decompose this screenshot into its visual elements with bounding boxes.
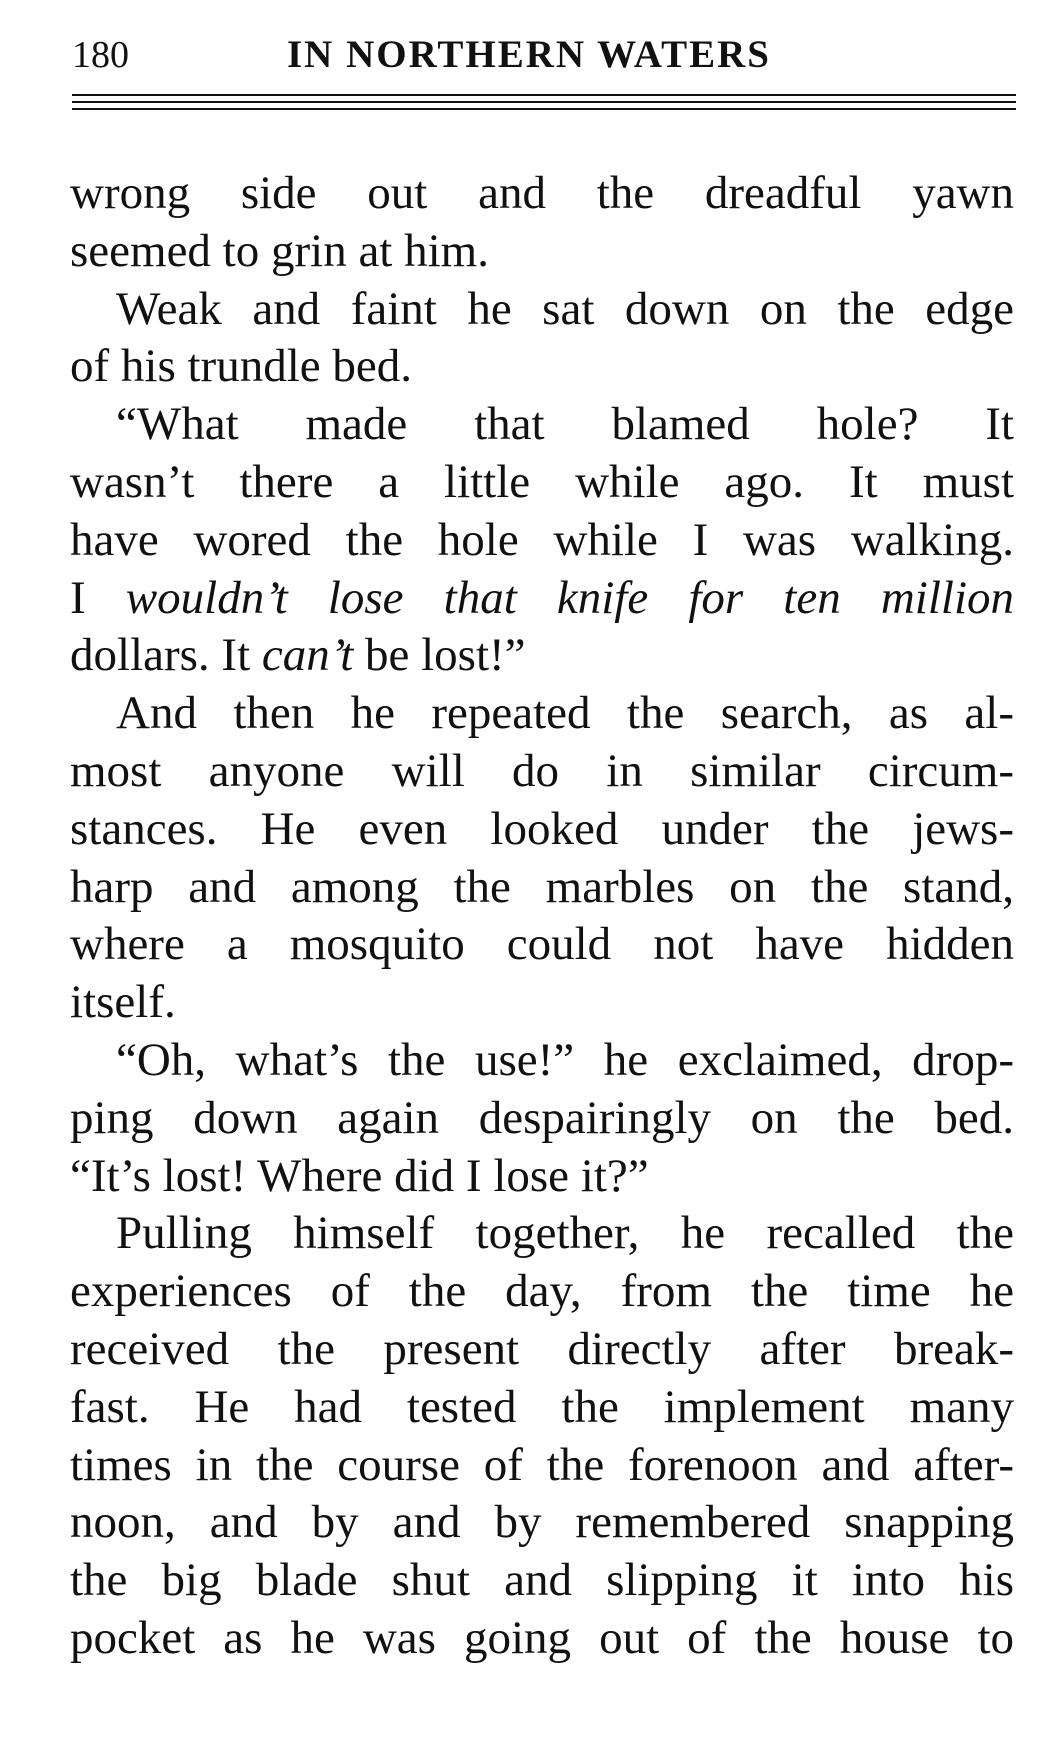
text-line: experiences of the day, from the time he: [70, 1265, 1014, 1318]
header-rule-bottom: [72, 108, 1016, 110]
text-line: the big blade shut and slipping it into his: [70, 1554, 1014, 1607]
text-line: Pulling himself together, he recalled the: [116, 1207, 1014, 1260]
text-line: fast. He had tested the implement many: [70, 1380, 1014, 1433]
body-text: [70, 165, 1014, 1668]
text-roman: dollars. It: [70, 629, 262, 682]
text-line: noon, and by and by remembered snapping: [70, 1496, 1014, 1549]
text-line: And then he repeated the search, as al-: [116, 687, 1014, 740]
text-line: wasn’t there a little while ago. It must: [70, 455, 1014, 508]
text-italic: wouldn’t lose that knife for ten million: [125, 571, 1015, 624]
text-line-with-italic: [70, 570, 1014, 628]
running-title: IN NORTHERN WATERS: [287, 33, 771, 76]
text-roman: be lost!”: [353, 629, 526, 682]
text-line: have wored the hole while I was walking.: [70, 513, 1014, 566]
text-line: ping down again despairingly on the bed.: [70, 1091, 1014, 1144]
text-line: harp and among the marbles on the stand,: [70, 860, 1014, 913]
text-line: seemed to grin at him.: [70, 224, 489, 277]
text-line: wrong side out and the dreadful yawn: [70, 167, 1014, 219]
text-line: “It’s lost! Where did I lose it?”: [70, 1149, 649, 1202]
text-line: received the present directly after break-: [70, 1322, 1014, 1375]
text-line: of his trundle bed.: [70, 340, 412, 393]
text-line: pocket as he was going out of the house to: [70, 1611, 1014, 1664]
text-line-with-italic: [70, 627, 1014, 685]
text-line: “What made that blamed hole? It: [116, 398, 1014, 451]
running-head: [72, 30, 1016, 80]
text-roman: I: [70, 571, 126, 624]
text-line: most anyone will do in similar circum-: [70, 744, 1014, 797]
text-line: stances. He even looked under the jews-: [70, 802, 1014, 855]
text-line: where a mosquito could not have hidden: [70, 918, 1014, 971]
text-line: itself.: [70, 976, 176, 1029]
header-rule-middle: [72, 101, 1016, 103]
text-line: Weak and faint he sat down on the edge: [116, 282, 1014, 335]
page-number: 180: [72, 34, 129, 76]
text-line: times in the course of the forenoon and after-: [70, 1438, 1014, 1491]
text-italic: can’t: [261, 629, 354, 682]
text-line: “Oh, what’s the use!” he exclaimed, drop-: [116, 1033, 1014, 1086]
header-rule-top: [72, 94, 1016, 96]
